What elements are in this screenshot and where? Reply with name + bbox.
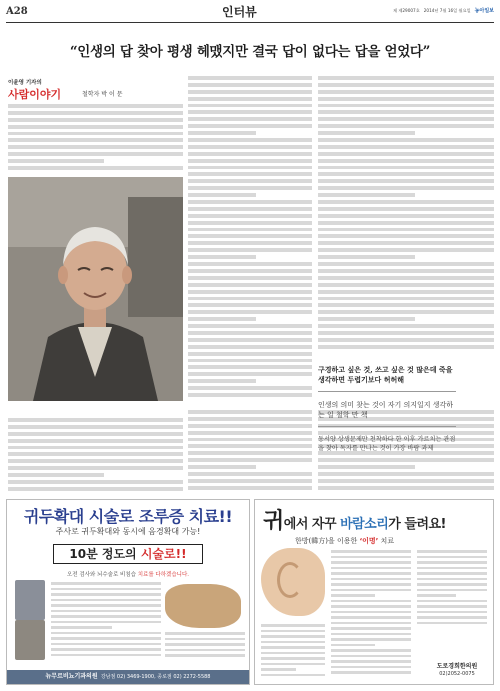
text-line <box>318 276 494 280</box>
text-line <box>318 76 494 80</box>
text-line <box>318 97 494 101</box>
text-line <box>318 83 494 87</box>
body-col-1 <box>8 104 183 174</box>
text-line <box>8 439 183 443</box>
text-line <box>188 179 312 183</box>
ad-urology-body-2 <box>165 632 245 662</box>
text-line <box>8 487 183 491</box>
text-line <box>188 76 312 80</box>
text-line <box>318 207 494 211</box>
text-line <box>165 649 245 652</box>
text-line <box>8 452 183 456</box>
text-line <box>8 459 183 463</box>
text-line <box>318 152 494 156</box>
text-line <box>318 479 494 483</box>
ad-urology-tagline-prefix: 오전 검사와 뇌수술로 비침습 <box>66 572 138 578</box>
text-line <box>8 473 104 477</box>
text-line <box>188 359 312 363</box>
text-line <box>331 578 411 581</box>
text-line <box>331 556 411 559</box>
reporter-line <box>8 78 42 86</box>
text-line <box>318 145 494 149</box>
text-line <box>188 438 312 442</box>
text-line <box>318 131 415 135</box>
text-line <box>331 671 411 674</box>
subject-name: 철학자 박 이 문 <box>82 91 123 98</box>
text-line <box>51 648 161 651</box>
ad-urology-clinic: 뉴무르비뇨기과의원 <box>45 673 98 680</box>
ad-tinnitus-clinic: 도로경희한의원 <box>436 663 478 670</box>
text-line <box>188 214 312 218</box>
text-line <box>188 269 312 273</box>
text-line <box>318 317 415 321</box>
text-line <box>331 638 411 641</box>
text-line <box>188 166 312 170</box>
text-line <box>318 221 494 225</box>
text-line <box>188 200 312 204</box>
ad-tinnitus-subtitle-highlight: ‘이명’ <box>359 537 379 545</box>
text-line <box>318 228 494 232</box>
text-line <box>188 207 312 211</box>
ad-urology-box-prefix: 10분 정도의 <box>69 547 141 561</box>
text-line <box>188 104 312 108</box>
text-line <box>8 418 183 422</box>
ad-urology-box-highlight: 시술로!! <box>140 547 187 561</box>
section-title: 인터뷰 <box>222 5 257 19</box>
text-line <box>318 324 494 328</box>
text-line <box>8 446 183 450</box>
pull-quote-main: 구경하고 싶은 것, 쓰고 싶은 것 많은데 죽을 생각하면 두렵기보다 허허해 <box>318 365 453 384</box>
text-line <box>188 221 312 225</box>
text-line <box>331 633 411 636</box>
text-line <box>8 152 183 156</box>
text-line <box>165 638 245 641</box>
text-line <box>51 599 161 602</box>
text-line <box>188 83 312 87</box>
text-line <box>318 193 415 197</box>
pull-quote-rule-2 <box>318 426 456 427</box>
text-line <box>331 567 411 570</box>
text-line <box>8 425 183 429</box>
text-line <box>188 372 312 376</box>
text-line <box>331 644 375 647</box>
text-line <box>318 297 494 301</box>
text-line <box>261 674 325 677</box>
text-line <box>51 632 161 635</box>
text-line <box>331 660 411 663</box>
ad-tinnitus-title-big: 귀 <box>263 509 284 534</box>
text-line <box>51 582 161 585</box>
text-line <box>318 458 494 462</box>
doctor-photo-1 <box>15 580 45 620</box>
text-line <box>188 193 256 197</box>
pull-quote <box>318 365 456 453</box>
text-line <box>261 652 325 655</box>
text-line <box>188 276 312 280</box>
text-line <box>331 600 411 603</box>
text-line <box>188 124 312 128</box>
text-line <box>188 444 312 448</box>
text-line <box>417 600 487 603</box>
text-line <box>188 345 312 349</box>
text-line <box>318 166 494 170</box>
text-line <box>188 290 312 294</box>
ad-tinnitus-body-3 <box>417 550 487 630</box>
ad-tinnitus-subtitle <box>295 536 394 546</box>
text-line <box>188 393 312 397</box>
text-line <box>51 637 161 640</box>
text-line <box>8 104 183 108</box>
text-line <box>165 632 245 635</box>
text-line <box>417 567 487 570</box>
text-line <box>417 550 487 553</box>
text-line <box>8 145 183 149</box>
text-line <box>51 643 161 646</box>
text-line <box>417 605 487 608</box>
issue-meta <box>393 7 494 14</box>
ad-urology-tagline <box>7 570 249 578</box>
text-line <box>417 589 487 592</box>
text-line <box>318 338 494 342</box>
text-line <box>417 572 487 575</box>
text-line <box>417 611 487 614</box>
text-line <box>188 365 312 369</box>
text-line <box>318 234 494 238</box>
text-line <box>318 214 494 218</box>
text-line <box>331 622 411 625</box>
text-line <box>318 138 494 142</box>
text-line <box>417 583 487 586</box>
text-line <box>318 90 494 94</box>
text-line <box>51 588 161 591</box>
text-line <box>318 303 494 307</box>
text-line <box>8 118 183 122</box>
herb-image <box>165 584 241 628</box>
issue-number: 제 제29007호 <box>392 8 420 13</box>
ad-tinnitus-body-1 <box>261 624 325 680</box>
text-line <box>188 379 256 383</box>
text-line <box>417 578 487 581</box>
headline: “인생의 답 찾아 평생 헤맸지만 결국 답이 없다는 답을 얻었다” <box>69 44 431 60</box>
text-line <box>331 561 411 564</box>
text-line <box>318 186 494 190</box>
text-line <box>51 626 112 629</box>
header-rule <box>6 22 494 23</box>
ad-tinnitus-subtitle-prefix: 한방(韓方)을 이용한 <box>295 537 360 545</box>
text-line <box>318 179 494 183</box>
text-line <box>51 621 161 624</box>
text-line <box>331 616 411 619</box>
text-line <box>8 159 104 163</box>
text-line <box>318 159 494 163</box>
text-line <box>318 486 494 490</box>
text-line <box>188 451 312 455</box>
ad-tinnitus-title-suffix: 가 들려요! <box>388 517 446 532</box>
text-line <box>188 303 312 307</box>
text-line <box>188 479 312 483</box>
text-line <box>417 594 456 597</box>
text-line <box>318 255 415 259</box>
ad-tinnitus-footer <box>427 663 487 678</box>
text-line <box>51 593 161 596</box>
text-line <box>188 159 312 163</box>
column-name: 사람이야기 <box>8 88 62 101</box>
text-line <box>188 110 312 114</box>
text-line <box>331 550 411 553</box>
text-line <box>417 616 487 619</box>
text-line <box>261 663 325 666</box>
text-line <box>261 635 325 638</box>
text-line <box>331 589 411 592</box>
text-line <box>331 583 411 586</box>
text-line <box>318 104 494 108</box>
text-line <box>188 352 312 356</box>
body-col-2 <box>188 76 312 401</box>
text-line <box>318 117 494 121</box>
text-line <box>331 605 411 608</box>
text-line <box>188 97 312 101</box>
issue-date: 2014년 7월 16일 월요일 <box>423 8 471 13</box>
text-line <box>188 117 312 121</box>
text-line <box>188 386 312 390</box>
text-line <box>188 410 312 414</box>
text-line <box>331 594 375 597</box>
body-col-4 <box>188 410 312 494</box>
text-line <box>188 472 312 476</box>
paper-name: 농아일보 <box>474 8 494 14</box>
text-line <box>261 624 325 627</box>
text-line <box>318 269 494 273</box>
text-line <box>188 431 312 435</box>
text-line <box>8 125 183 129</box>
text-line <box>188 317 256 321</box>
text-line <box>165 643 245 646</box>
ad-urology-body <box>51 582 161 662</box>
ad-urology[interactable] <box>6 499 250 685</box>
text-line <box>261 646 325 649</box>
text-line <box>261 657 325 660</box>
text-line <box>318 172 494 176</box>
text-line <box>261 641 325 644</box>
text-line <box>318 248 494 252</box>
text-line <box>188 228 312 232</box>
text-line <box>188 262 312 266</box>
text-line <box>165 654 245 657</box>
text-line <box>331 649 411 652</box>
text-line <box>318 310 494 314</box>
page-number: A28 <box>6 6 28 17</box>
text-line <box>8 111 183 115</box>
text-line <box>331 655 411 658</box>
ad-tinnitus-phone: 02)2052-0075 <box>439 671 475 677</box>
text-line <box>188 465 256 469</box>
text-line <box>8 466 183 470</box>
text-line <box>8 166 183 170</box>
ad-urology-box <box>53 544 203 564</box>
ad-tinnitus-body-2 <box>331 550 411 680</box>
ad-tinnitus-title <box>263 504 446 535</box>
text-line <box>188 255 256 259</box>
ad-tinnitus-subtitle-suffix: 치료 <box>378 537 395 545</box>
text-line <box>188 172 312 176</box>
text-line <box>188 234 312 238</box>
text-line <box>51 615 161 618</box>
text-line <box>188 248 312 252</box>
text-line <box>261 630 325 633</box>
text-line <box>188 310 312 314</box>
ad-tinnitus-title-blue: 바람소리 <box>340 517 389 532</box>
text-line <box>318 345 494 349</box>
text-line <box>188 338 312 342</box>
text-line <box>188 486 312 490</box>
portrait-photo <box>8 177 183 401</box>
text-line <box>8 138 183 142</box>
text-line <box>188 186 312 190</box>
text-line <box>318 290 494 294</box>
ad-tinnitus[interactable] <box>254 499 494 685</box>
body-col-6 <box>8 418 183 494</box>
text-line <box>318 110 494 114</box>
ad-tinnitus-title-mid: 에서 자꾸 <box>283 517 341 532</box>
text-line <box>188 145 312 149</box>
text-line <box>51 654 161 657</box>
text-line <box>188 424 312 428</box>
text-line <box>417 561 487 564</box>
text-line <box>51 610 161 613</box>
ad-urology-title: 귀두확대 시술로 조루증 치료!! <box>23 507 233 526</box>
text-line <box>8 480 183 484</box>
text-line <box>331 627 411 630</box>
text-line <box>188 152 312 156</box>
text-line <box>318 331 494 335</box>
text-line <box>8 432 183 436</box>
text-line <box>188 417 312 421</box>
ad-urology-footer <box>7 670 249 684</box>
text-line <box>188 324 312 328</box>
text-line <box>331 572 411 575</box>
portrait-illustration <box>8 177 183 401</box>
text-line <box>261 668 296 671</box>
text-line <box>318 283 494 287</box>
text-line <box>318 200 494 204</box>
text-line <box>188 297 312 301</box>
text-line <box>318 241 494 245</box>
text-line <box>188 241 312 245</box>
reporter-name: 이윤영 기자의 <box>8 80 42 86</box>
text-line <box>417 622 487 625</box>
text-line <box>188 331 312 335</box>
text-line <box>188 458 312 462</box>
text-line <box>188 131 256 135</box>
text-line <box>188 90 312 94</box>
text-line <box>318 124 494 128</box>
text-line <box>331 611 411 614</box>
text-line <box>8 132 183 136</box>
ear-inner-image <box>277 562 303 598</box>
text-line <box>188 138 312 142</box>
text-line <box>188 283 312 287</box>
ad-urology-subtitle: 주사로 귀두확대와 동시에 음경확대 가능! <box>55 527 201 536</box>
text-line <box>51 604 161 607</box>
pull-quote-rule <box>318 391 456 392</box>
text-line <box>318 262 494 266</box>
text-line <box>417 556 487 559</box>
ad-urology-phone: 강남점 02) 3469-1900, 종로점 02) 2272-5588 <box>100 674 211 680</box>
text-line <box>331 666 411 669</box>
text-line <box>318 472 494 476</box>
body-col-3 <box>318 76 494 356</box>
doctor-photo-2 <box>15 620 45 660</box>
ad-urology-tagline-highlight: 치료를 다하겠습니다. <box>137 572 190 578</box>
pull-quote-third: 동서양 상생문제만 천착하다 한 이후 가르치는 관점을 찾아 독자를 만나는 것이 가장 바람 과제 <box>318 436 456 452</box>
text-line <box>318 465 415 469</box>
pull-quote-sub: 인생의 의미 찾는 것이 자기 의지일지 생각하는 일 철학 만 책 <box>318 401 454 419</box>
